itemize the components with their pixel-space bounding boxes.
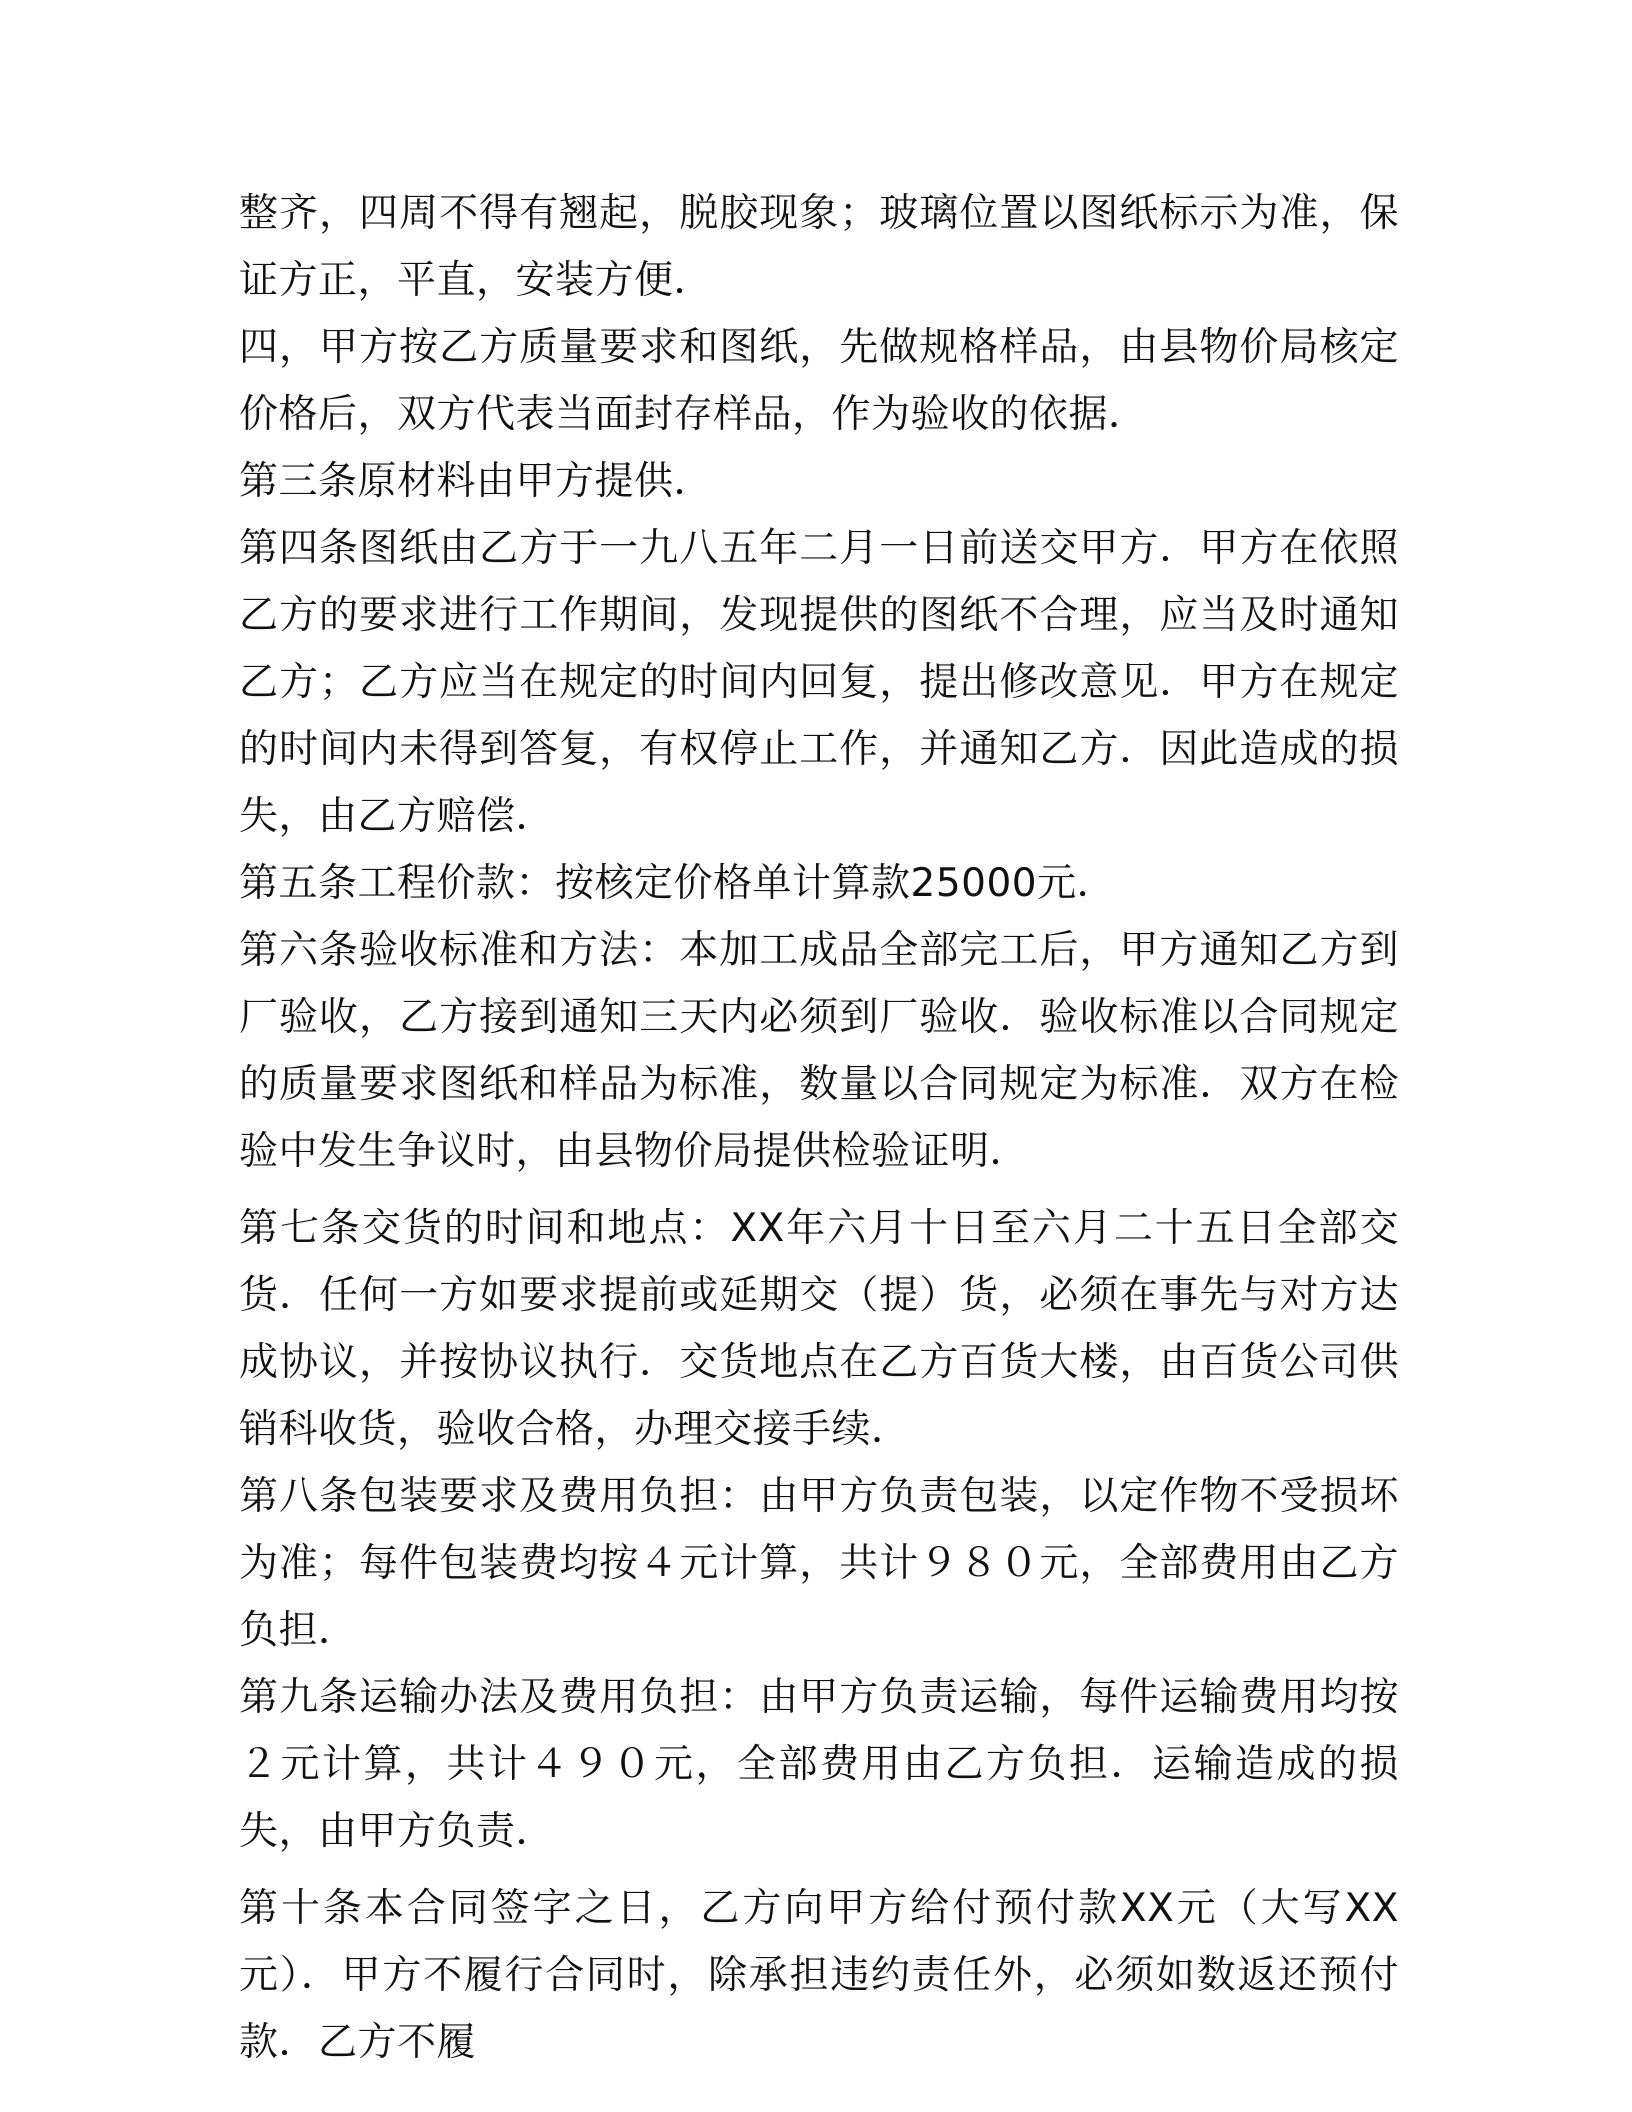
paragraph-article-three-materials: 第三条原材料由甲方提供． — [239, 459, 714, 504]
paragraph-article-seven-delivery: 第七条交货的时间和地点：XX年六月十日至六月二十五日全部交货．任何一方如要求提前或延期交（提）货，必须在事先与对方达成协议，并按协议执行．交货地点在乙方百货大楼，由百货公司供销科收货，验收合格，办理交接手续． — [239, 1206, 1399, 1452]
paragraph-article-five-price: 第五条工程价款：按核定价格单计算款25000元． — [239, 861, 1117, 906]
paragraph-article-four-drawings: 第四条图纸由乙方于一九八五年二月一日前送交甲方．甲方在依照乙方的要求进行工作期间，发现提供的图纸不合理，应当及时通知乙方；乙方应当在规定的时间内回复，提出修改意见．甲方在规定的时间内未得到答复，有权停止工作，并通知乙方．因此造成的损失，由乙方赔偿． — [239, 526, 1399, 839]
paragraph-article-nine-transport: 第九条运输办法及费用负担：由甲方负责运输，每件运输费用均按２元计算，共计４９０元，全部费用由乙方负担．运输造成的损失，由甲方负责． — [239, 1675, 1399, 1854]
document-body — [239, 180, 1399, 2076]
paragraph-quality-requirements-continued: 整齐，四周不得有翘起，脱胶现象；玻璃位置以图纸标示为准，保证方正，平直，安装方便． — [239, 191, 1399, 303]
paragraph-item-four-samples: 四，甲方按乙方质量要求和图纸，先做规格样品，由县物价局核定价格后，双方代表当面封存样品，作为验收的依据． — [239, 325, 1399, 437]
paragraph-article-eight-packaging: 第八条包装要求及费用负担：由甲方负责包装，以定作物不受损坏为准；每件包装费均按４元计算，共计９８０元，全部费用由乙方负担． — [239, 1474, 1399, 1653]
paragraph-article-ten-prepayment: 第十条本合同签字之日，乙方向甲方给付预付款XX元（大写XX元）．甲方不履行合同时，除承担违约责任外，必须如数返还预付款．乙方不履 — [239, 1886, 1399, 2065]
paragraph-article-six-acceptance: 第六条验收标准和方法：本加工成品全部完工后，甲方通知乙方到厂验收，乙方接到通知三天内必须到厂验收．验收标准以合同规定的质量要求图纸和样品为标准，数量以合同规定为标准．双方在检验中发生争议时，由县物价局提供检验证明． — [239, 928, 1399, 1174]
